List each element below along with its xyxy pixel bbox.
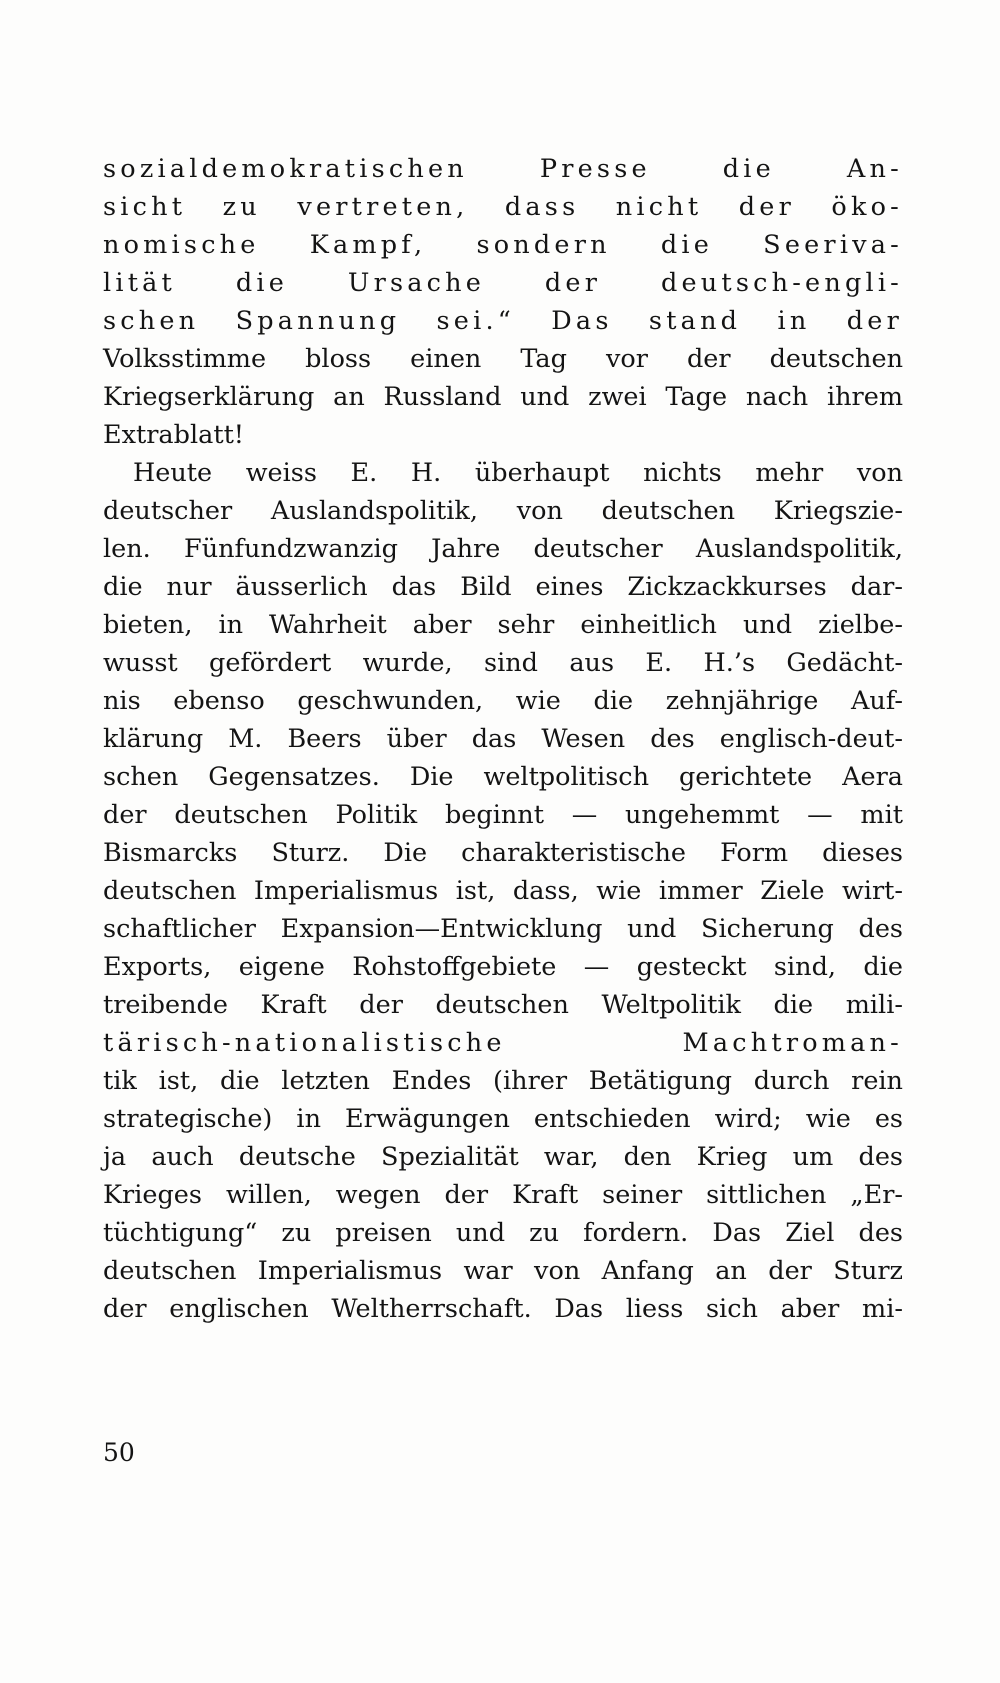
text-line-14: wusst gefördert wurde, sind aus E. H.’s Gedächt-: [103, 648, 903, 678]
text-line-7: Kriegserklärung an Russland und zwei Tage nach ihrem: [103, 382, 903, 412]
text-line-24: tärisch-nationalistische Machtroman-: [103, 1028, 903, 1058]
page-number: 50: [103, 1438, 135, 1467]
text-line-28: Krieges willen, wegen der Kraft seiner sittlichen „Er-: [103, 1180, 903, 1210]
text-line-1: sozialdemokratischen Presse die An-: [103, 154, 903, 184]
text-line-27: ja auch deutsche Spezialität war, den Krieg um des: [103, 1142, 903, 1172]
text-line-6: Volksstimme bloss einen Tag vor der deutschen: [103, 344, 903, 374]
paragraph-start-line: Heute weiss E. H. überhaupt nichts mehr von: [133, 458, 903, 488]
text-line-23: treibende Kraft der deutschen Weltpolitik die mili-: [103, 990, 903, 1020]
text-line-12: die nur äusserlich das Bild eines Zickzackkurses dar-: [103, 572, 903, 602]
text-line-29: tüchtigung“ zu preisen und zu fordern. Das Ziel des: [103, 1218, 903, 1248]
text-line-17: schen Gegensatzes. Die weltpolitisch gerichtete Aera: [103, 762, 903, 792]
text-line-5: schen Spannung sei.“ Das stand in der: [103, 306, 903, 336]
text-line-31: der englischen Weltherrschaft. Das liess sich aber mi-: [103, 1294, 903, 1324]
text-line-11: len. Fünfundzwanzig Jahre deutscher Auslandspolitik,: [103, 534, 903, 564]
text-line-20: deutschen Imperialismus ist, dass, wie immer Ziele wirt-: [103, 876, 903, 906]
text-line-25: tik ist, die letzten Endes (ihrer Betätigung durch rein: [103, 1066, 903, 1096]
text-line-13: bieten, in Wahrheit aber sehr einheitlich und zielbe-: [103, 610, 903, 640]
text-line-4: lität die Ursache der deutsch-engli-: [103, 268, 903, 298]
text-line-21: schaftlicher Expansion—Entwicklung und Sicherung des: [103, 914, 903, 944]
text-line-22: Exports, eigene Rohstoffgebiete — gesteckt sind, die: [103, 952, 903, 982]
text-line-19: Bismarcks Sturz. Die charakteristische Form dieses: [103, 838, 903, 868]
text-line-18: der deutschen Politik beginnt — ungehemmt — mit: [103, 800, 903, 830]
text-line-26: strategische) in Erwägungen entschieden wird; wie es: [103, 1104, 903, 1134]
text-line-16: klärung M. Beers über das Wesen des englisch-deut-: [103, 724, 903, 754]
text-line-2: sicht zu vertreten, dass nicht der öko-: [103, 192, 903, 222]
text-line-3: nomische Kampf, sondern die Seeriva-: [103, 230, 903, 260]
text-line-10: deutscher Auslandspolitik, von deutschen Kriegszie-: [103, 496, 903, 526]
text-line-15: nis ebenso geschwunden, wie die zehnjährige Auf-: [103, 686, 903, 716]
text-line-8: Extrablatt!: [103, 420, 245, 450]
text-line-30: deutschen Imperialismus war von Anfang an der Sturz: [103, 1256, 903, 1286]
